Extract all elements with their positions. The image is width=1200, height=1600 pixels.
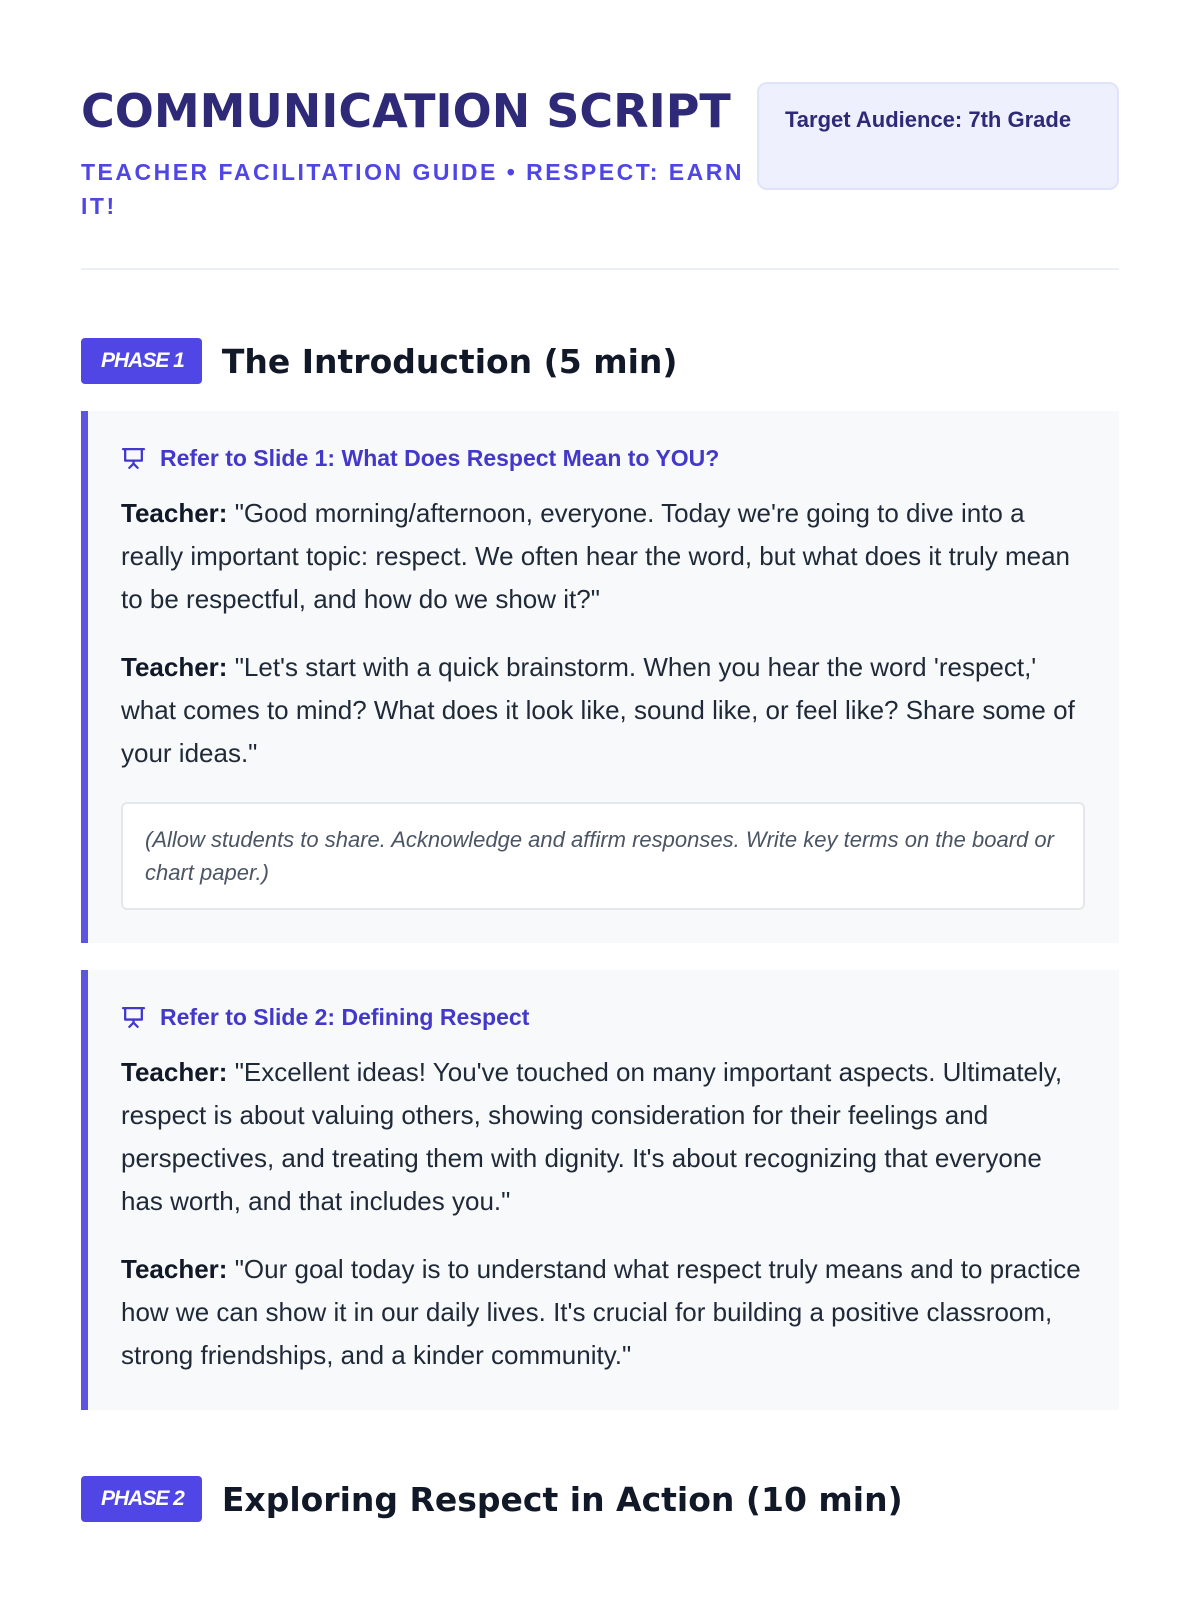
script-block-2 [81,970,1119,1410]
phase-1-title: The Introduction (5 min) [221,341,678,381]
audience-badge: Target Audience: 7th Grade [757,82,1119,190]
header [81,82,1119,223]
teacher-line [121,1051,1085,1223]
header-divider [81,268,1119,270]
presentation-icon [121,1005,146,1030]
line-text: "Our goal today is to understand what respect truly means and to practice how we can show it in our daily lives. It's crucial for building a positive classroom, strong friendships, and a kinder community." [121,1254,1081,1370]
speaker-label: Teacher: [121,1057,228,1087]
teacher-line [121,646,1085,775]
facilitator-note: (Allow students to share. Acknowledge and affirm responses. Write key terms on the board or chart paper.) [121,802,1085,910]
phase-2-badge: PHASE 2 [81,1476,202,1522]
page-subtitle: TEACHER FACILITATION GUIDE • RESPECT: EARN IT! [81,159,744,219]
slide-reference-2 [121,1002,1085,1032]
line-text: "Let's start with a quick brainstorm. When you hear the word 'respect,' what comes to mind? What does it look like, sound like, or feel like? Share some of your ideas." [121,652,1075,768]
teacher-line [121,492,1085,621]
phase-1-badge: PHASE 1 [81,338,202,384]
phase-2-title: Exploring Respect in Action (10 min) [221,1479,903,1519]
slide-reference-label: Refer to Slide 2: Defining Respect [160,1003,530,1030]
line-text: "Good morning/afternoon, everyone. Today we're going to dive into a really important topic: respect. We often hear the word, but what does it truly mean to be respectful, and how do we show it?" [121,498,1070,614]
speaker-label: Teacher: [121,652,228,682]
speaker-label: Teacher: [121,498,228,528]
line-text: "Excellent ideas! You've touched on many important aspects. Ultimately, respect is about valuing others, showing consideration for their feelings and perspectives, and treating them with dignity. It's about recognizing that everyone has worth, and that includes you." [121,1057,1063,1216]
script-block-1 [81,411,1119,943]
phase-2-header [81,1476,1119,1522]
slide-reference-1 [121,443,1085,473]
page-title: COMMUNICATION SCRIPT [81,84,731,138]
phase-1-header [81,338,1119,384]
presentation-icon [121,446,146,471]
title-block [81,82,751,223]
speaker-label: Teacher: [121,1254,228,1284]
teacher-line [121,1248,1085,1377]
slide-reference-label: Refer to Slide 1: What Does Respect Mean to YOU? [160,444,720,471]
